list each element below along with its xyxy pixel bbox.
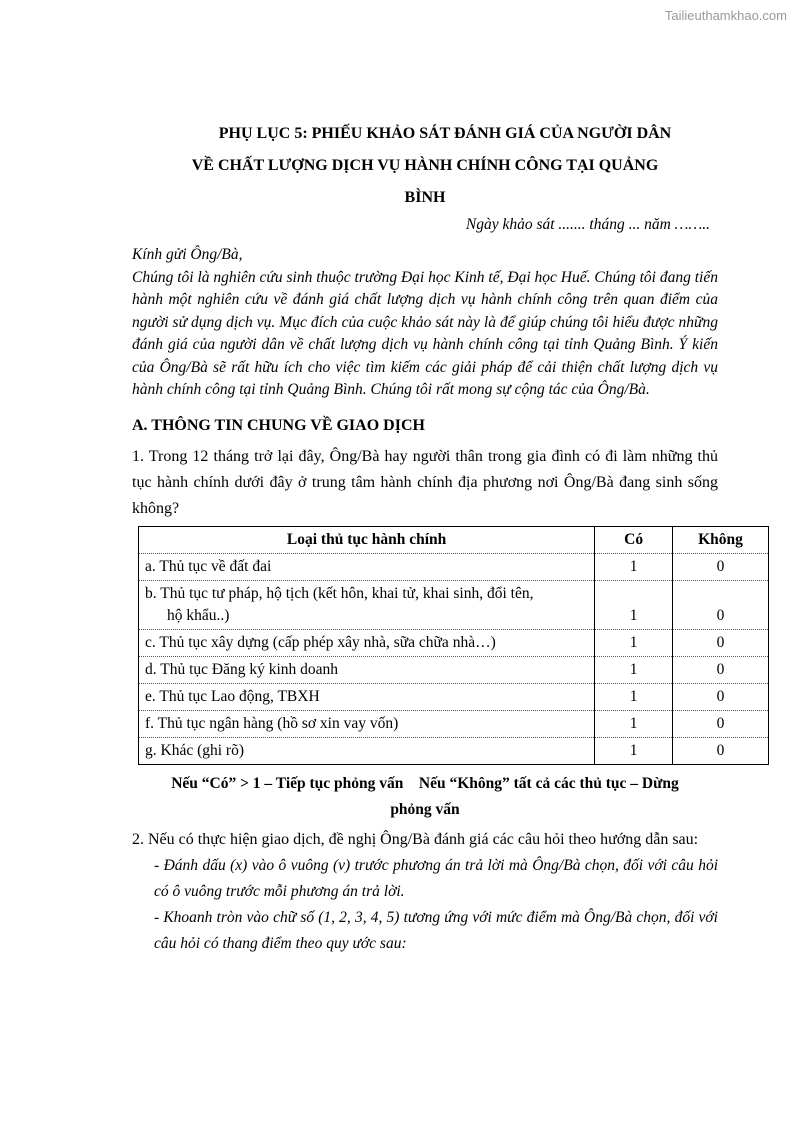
row-label [139, 580, 595, 629]
title-line-1: PHỤ LỤC 5: PHIẾU KHẢO SÁT ĐÁNH GIÁ CỦA NGƯỜI DÂN [218, 125, 672, 142]
row-label-text: a. Thủ tục về đất đai [145, 557, 272, 575]
row-yes-option[interactable]: 1 [595, 683, 673, 710]
row-no-option[interactable]: 0 [673, 580, 769, 629]
note-line-1: Nếu “Có” > 1 – Tiếp tục phỏng vấn Nếu “Không” tất cả các thủ tục – Dừng [171, 774, 679, 792]
procedure-table [138, 526, 769, 765]
row-label-text: g. Khác (ghi rõ) [145, 741, 244, 759]
row-label [139, 737, 595, 764]
row-no-option[interactable]: 0 [673, 683, 769, 710]
row-no-option[interactable]: 0 [673, 737, 769, 764]
instructions [132, 853, 718, 957]
table-row [139, 629, 769, 656]
row-label-text: f. Thủ tục ngân hàng (hồ sơ xin vay vốn) [145, 714, 399, 732]
note-line-2: phỏng vấn [390, 800, 460, 818]
row-label [139, 710, 595, 737]
row-yes-option[interactable]: 1 [595, 580, 673, 629]
row-label-text: c. Thủ tục xây dựng (cấp phép xây nhà, sữa chữa nhà…) [145, 633, 496, 651]
intro-block [132, 244, 718, 402]
document-page [132, 118, 743, 957]
row-yes-option[interactable]: 1 [595, 629, 673, 656]
header-procedure-type: Loại thủ tục hành chính [139, 526, 595, 553]
row-no-option[interactable]: 0 [673, 656, 769, 683]
row-label-text: b. Thủ tục tư pháp, hộ tịch (kết hôn, khai tử, khai sinh, đổi tên, [145, 584, 534, 602]
row-label [139, 683, 595, 710]
row-label [139, 629, 595, 656]
row-label [139, 656, 595, 683]
table-row [139, 683, 769, 710]
question-1: 1. Trong 12 tháng trở lại đây, Ông/Bà hay người thân trong gia đình có đi làm những thủ tục hành chính dưới đây ở trung tâm hành chính địa phương nơi Ông/Bà đang sinh sống không? [132, 447, 718, 517]
title-line-2: VỀ CHẤT LƯỢNG DỊCH VỤ HÀNH CHÍNH CÔNG TẠI QUẢNG [191, 157, 659, 174]
row-yes-option[interactable]: 1 [595, 656, 673, 683]
instruction-item: - Đánh dấu (x) vào ô vuông (v) trước phương án trả lời mà Ông/Bà chọn, đối với câu hỏi có ô vuông trước mỗi phương án trả lời. [154, 856, 718, 900]
intro-text: Chúng tôi là nghiên cứu sinh thuộc trường Đại học Kinh tế, Đại học Huế. Chúng tôi đang tiến hành một nghiên cứu về đánh giá chất lượng dịch vụ hành chính công trên quan điểm của người sử dụng dịch vụ. Mục đích của cuộc khảo sát này là để giúp chúng tôi hiểu được những đánh giá của người dân về chất lượng dịch vụ hành chính công tại tỉnh Quảng Bình. Ý kiến của Ông/Bà sẽ rất hữu ích cho việc tìm kiếm các giải pháp để cải thiện chất lượng dịch vụ hành chính công tại tỉnh Quảng Bình. Chúng tôi rất mong sự cộng tác của Ông/Bà. [132, 268, 718, 398]
row-no-option[interactable]: 0 [673, 553, 769, 580]
row-label-text: d. Thủ tục Đăng ký kinh doanh [145, 660, 339, 678]
section-a-heading: A. THÔNG TIN CHUNG VỀ GIAO DỊCH [132, 416, 425, 434]
greeting: Kính gửi Ông/Bà, [132, 246, 243, 263]
row-label-continuation: hộ khẩu..) [167, 606, 230, 624]
header-no: Không [673, 526, 769, 553]
table-row [139, 580, 769, 629]
page-title [132, 118, 718, 214]
title-line-3: BÌNH [404, 189, 446, 206]
watermark: Tailieuthamkhao.com [664, 8, 787, 23]
table-row [139, 737, 769, 764]
row-label-text: e. Thủ tục Lao động, TBXH [145, 687, 320, 705]
row-yes-option[interactable]: 1 [595, 737, 673, 764]
row-no-option[interactable]: 0 [673, 710, 769, 737]
table-header-row [139, 526, 769, 553]
row-yes-option[interactable]: 1 [595, 710, 673, 737]
survey-date: Ngày khảo sát ....... tháng ... năm …….. [465, 216, 710, 233]
interview-note [132, 771, 718, 823]
row-yes-option[interactable]: 1 [595, 553, 673, 580]
question-2: 2. Nếu có thực hiện giao dịch, đề nghị Ông/Bà đánh giá các câu hỏi theo hướng dẫn sau: [132, 830, 699, 848]
table-row [139, 553, 769, 580]
table-row [139, 656, 769, 683]
row-no-option[interactable]: 0 [673, 629, 769, 656]
table-row [139, 710, 769, 737]
instruction-item: - Khoanh tròn vào chữ số (1, 2, 3, 4, 5) tương ứng với mức điểm mà Ông/Bà chọn, đối với câu hỏi có thang điểm theo quy ước sau: [154, 908, 718, 952]
header-yes: Có [595, 526, 673, 553]
row-label [139, 553, 595, 580]
